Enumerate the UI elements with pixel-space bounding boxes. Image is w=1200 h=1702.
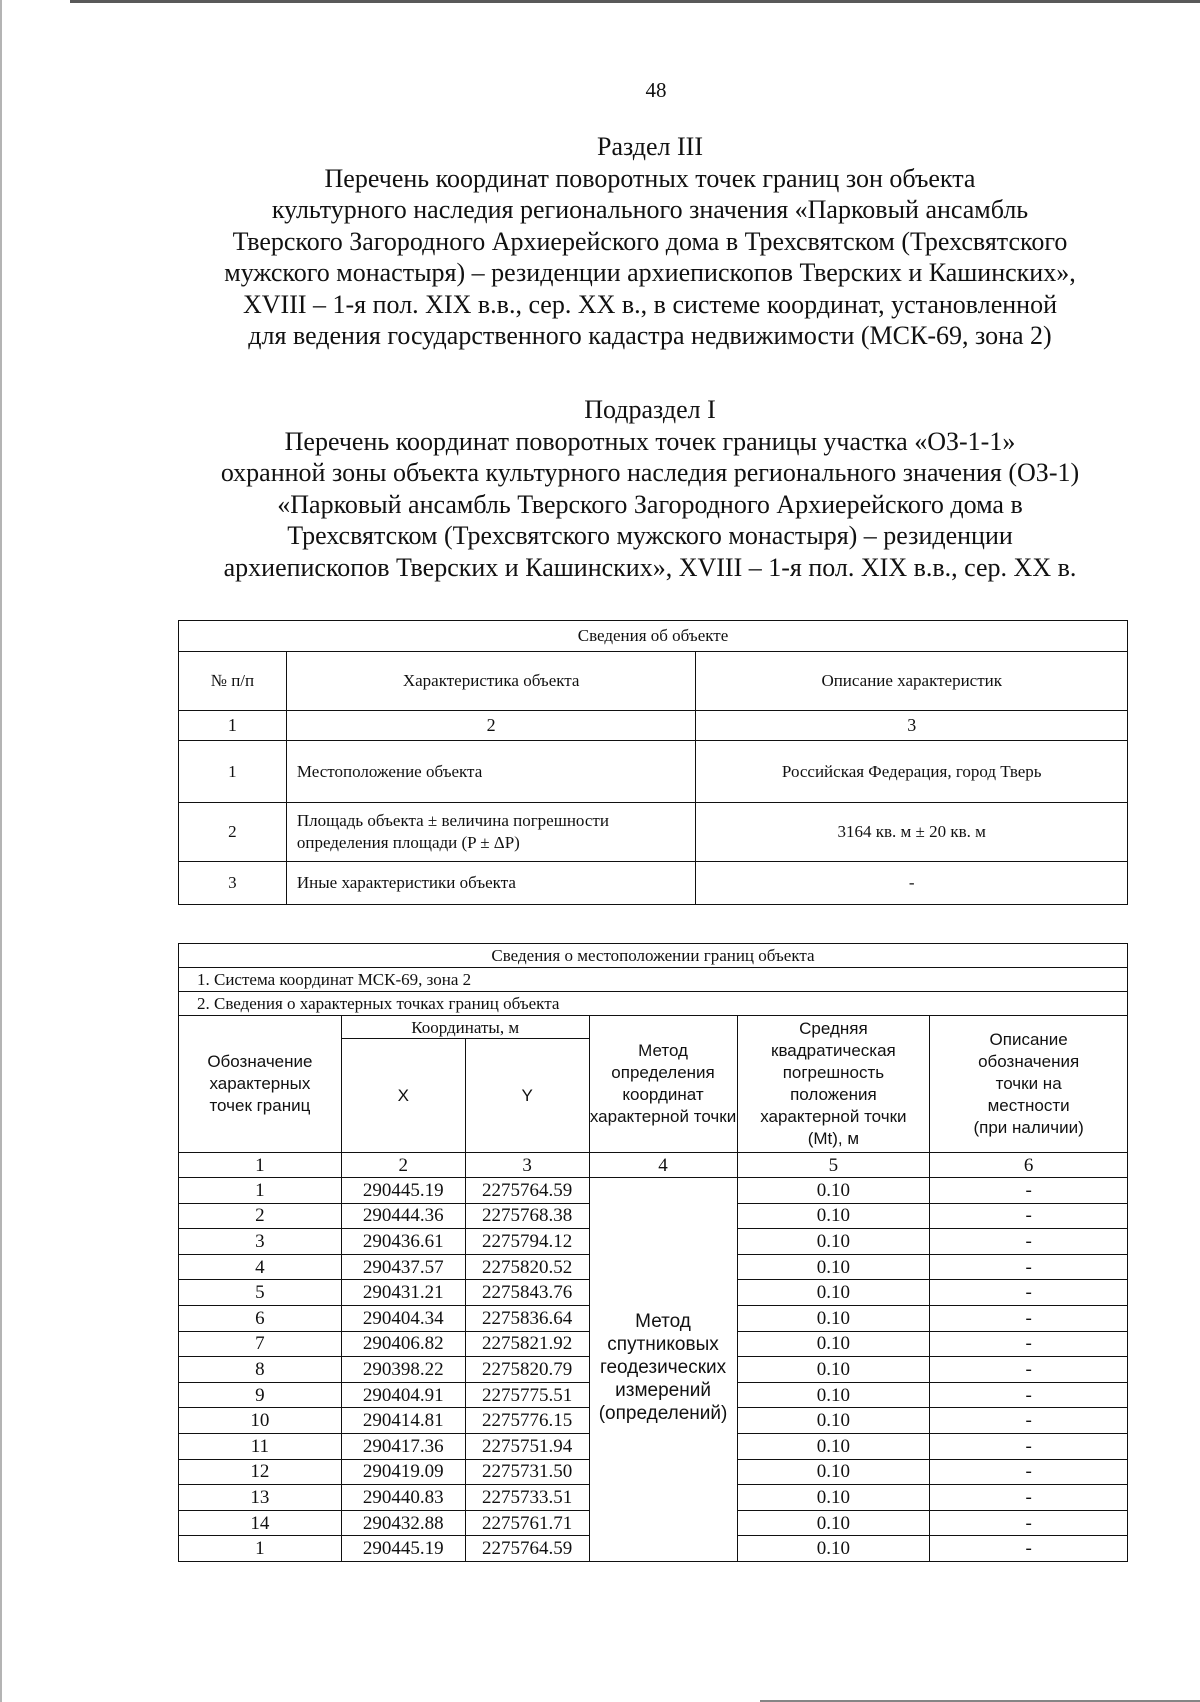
coord-y: 2275751.94: [465, 1433, 589, 1459]
method-line: спутниковых: [607, 1334, 719, 1355]
point-id: 13: [179, 1485, 342, 1511]
point-id: 5: [179, 1280, 342, 1306]
coord-x: 290406.82: [341, 1331, 465, 1357]
method-line: геодезических: [599, 1357, 727, 1378]
method-line: Метод: [635, 1311, 691, 1332]
coord-x: 290431.21: [341, 1280, 465, 1306]
column-number: 5: [737, 1153, 930, 1178]
characteristic-line: Площадь объекта ± величина погрешности: [296, 811, 609, 830]
point-description: -: [930, 1229, 1128, 1255]
coord-y: 2275820.79: [465, 1357, 589, 1383]
point-description: -: [930, 1408, 1128, 1434]
subsection-title-line: «Парковый ансамбль Тверского Загородного Архиерейского дома в: [277, 489, 1023, 519]
subsection-title-line: Перечень координат поворотных точек границы участка «ОЗ-1-1»: [284, 426, 1016, 456]
mean-error: 0.10: [737, 1408, 930, 1434]
point-id: 14: [179, 1510, 342, 1536]
section-title-line: Перечень координат поворотных точек границ зон объекта: [324, 163, 976, 193]
point-description: -: [930, 1459, 1128, 1485]
coord-y: 2275820.52: [465, 1254, 589, 1280]
coord-x: 290440.83: [341, 1485, 465, 1511]
coord-y: 2275776.15: [465, 1408, 589, 1434]
boundary-coordinates-table: [178, 943, 1128, 1562]
column-number: 3: [465, 1153, 589, 1178]
coord-y: 2275764.59: [465, 1536, 589, 1562]
point-description: -: [930, 1382, 1128, 1408]
point-id: 2: [179, 1203, 342, 1229]
table-row: [179, 803, 1128, 862]
subsection-title-line: архиепископов Тверских и Кашинских», XVIII – 1-я пол. XIX в.в., сер. XX в.: [223, 552, 1077, 582]
header-point-description: [930, 1016, 1128, 1153]
table-row: [179, 741, 1128, 803]
point-id: 1: [179, 1178, 342, 1204]
mean-error: 0.10: [737, 1382, 930, 1408]
point-description: -: [930, 1485, 1128, 1511]
point-id: 6: [179, 1305, 342, 1331]
coord-y: 2275843.76: [465, 1280, 589, 1306]
row-number: 3: [179, 862, 287, 905]
point-description: -: [930, 1280, 1128, 1306]
coord-x: 290432.88: [341, 1510, 465, 1536]
coord-x: 290445.19: [341, 1536, 465, 1562]
coord-y: 2275794.12: [465, 1229, 589, 1255]
scan-edge-top: [70, 0, 1200, 3]
mean-error: 0.10: [737, 1357, 930, 1383]
point-description: -: [930, 1331, 1128, 1357]
row-number: 2: [179, 803, 287, 862]
mean-error: 0.10: [737, 1536, 930, 1562]
coord-y: 2275764.59: [465, 1178, 589, 1204]
subsection-heading: [170, 394, 1130, 583]
section-label: Раздел III: [596, 132, 704, 161]
mean-error: 0.10: [737, 1459, 930, 1485]
point-id: 7: [179, 1331, 342, 1357]
characteristic: Иные характеристики объекта: [286, 862, 696, 905]
coord-x: 290414.81: [341, 1408, 465, 1434]
coord-y: 2275731.50: [465, 1459, 589, 1485]
characteristic: [286, 803, 696, 862]
coord-y: 2275768.38: [465, 1203, 589, 1229]
mean-error: 0.10: [737, 1178, 930, 1204]
header-line: определения: [611, 1063, 715, 1082]
point-id: 12: [179, 1459, 342, 1485]
section-title-line: XVIII – 1-я пол. XIX в.в., сер. XX в., в системе координат, установленной: [242, 289, 1057, 319]
description: 3164 кв. м ± 20 кв. м: [696, 803, 1128, 862]
point-description: -: [930, 1178, 1128, 1204]
column-number: 6: [930, 1153, 1128, 1178]
section-title-line: культурного наследия регионального значения «Парковый ансамбль: [271, 195, 1029, 224]
header-line: характерной точки: [589, 1107, 737, 1126]
coord-x: 290436.61: [341, 1229, 465, 1255]
mean-error: 0.10: [737, 1305, 930, 1331]
header-line: квадратическая: [771, 1041, 896, 1060]
method-line: (определений): [598, 1403, 728, 1424]
header-line: точки на: [995, 1074, 1062, 1093]
point-description: -: [930, 1536, 1128, 1562]
coord-y: 2275775.51: [465, 1382, 589, 1408]
mean-error: 0.10: [737, 1203, 930, 1229]
mean-error: 0.10: [737, 1433, 930, 1459]
header-point-designation: [179, 1016, 342, 1153]
mean-error: 0.10: [737, 1331, 930, 1357]
header-line: координат: [622, 1085, 704, 1104]
point-description: -: [930, 1203, 1128, 1229]
subsection-title-line: Трехсвятском (Трехсвятского мужского монастыря) – резиденции: [287, 521, 1013, 550]
header-line: (Mt), м: [807, 1129, 860, 1148]
section-heading: [170, 131, 1130, 352]
header-line: Обозначение: [207, 1052, 313, 1071]
column-header: Характеристика объекта: [286, 652, 696, 711]
column-header: № п/п: [179, 652, 287, 711]
coord-y: 2275761.71: [465, 1510, 589, 1536]
object-info-table: [178, 620, 1128, 905]
coord-x: 290419.09: [341, 1459, 465, 1485]
description: -: [696, 862, 1128, 905]
header-line: местности: [987, 1096, 1070, 1115]
column-number: 1: [179, 711, 287, 741]
header-y: Y: [465, 1039, 589, 1153]
coord-x: 290398.22: [341, 1357, 465, 1383]
characteristic: Местоположение объекта: [286, 741, 696, 803]
header-line: Метод: [638, 1041, 688, 1060]
object-table-title: Сведения об объекте: [179, 621, 1128, 652]
scan-edge-left: [0, 0, 2, 1702]
method-line: измерений: [615, 1380, 711, 1401]
header-line: (при наличии): [973, 1118, 1084, 1137]
header-line: обозначения: [978, 1052, 1080, 1071]
point-id: 9: [179, 1382, 342, 1408]
column-number: 1: [179, 1153, 342, 1178]
characteristic-line: определения площади (P ± ΔP): [296, 833, 520, 852]
header-line: точек границ: [209, 1096, 311, 1115]
subsection-label: Подраздел I: [584, 395, 716, 424]
header-line: Средняя: [799, 1019, 868, 1038]
column-number: 2: [286, 711, 696, 741]
point-description: -: [930, 1510, 1128, 1536]
point-id: 4: [179, 1254, 342, 1280]
column-number: 4: [589, 1153, 737, 1178]
header-mean-error: [737, 1016, 930, 1153]
coord-y: 2275836.64: [465, 1305, 589, 1331]
row-number: 1: [179, 741, 287, 803]
header-line: положения: [790, 1085, 877, 1104]
coord-y: 2275821.92: [465, 1331, 589, 1357]
coord-x: 290404.34: [341, 1305, 465, 1331]
coord-x: 290404.91: [341, 1382, 465, 1408]
mean-error: 0.10: [737, 1510, 930, 1536]
column-header: Описание характеристик: [696, 652, 1128, 711]
header-line: характерной точки: [760, 1107, 907, 1126]
coordinate-system: 1. Система координат МСК-69, зона 2: [179, 968, 1128, 992]
column-number: 2: [341, 1153, 465, 1178]
coords-table-title: Сведения о местоположении границ объекта: [179, 944, 1128, 968]
point-id: 8: [179, 1357, 342, 1383]
coord-x: 290445.19: [341, 1178, 465, 1204]
page-number: 48: [645, 78, 667, 102]
header-x: X: [341, 1039, 465, 1153]
point-description: -: [930, 1254, 1128, 1280]
coord-x: 290417.36: [341, 1433, 465, 1459]
coord-x: 290437.57: [341, 1254, 465, 1280]
subsection-title-line: охранной зоны объекта культурного наследия регионального значения (ОЗ-1): [220, 458, 1080, 487]
coord-x: 290444.36: [341, 1203, 465, 1229]
point-id: 3: [179, 1229, 342, 1255]
point-id: 11: [179, 1433, 342, 1459]
header-line: погрешность: [782, 1063, 885, 1082]
section-title-line: Тверского Загородного Архиерейского дома в Трехсвятском (Трехсвятского: [232, 226, 1068, 256]
point-description: -: [930, 1357, 1128, 1383]
column-number: 3: [696, 711, 1128, 741]
table-row: [179, 862, 1128, 905]
section-title-line: для ведения государственного кадастра недвижимости (МСК-69, зона 2): [248, 321, 1052, 350]
table-row: [179, 1178, 1128, 1204]
points-info-heading: 2. Сведения о характерных точках границ объекта: [179, 992, 1128, 1016]
mean-error: 0.10: [737, 1280, 930, 1306]
method-cell: [589, 1178, 737, 1562]
point-description: -: [930, 1433, 1128, 1459]
description: Российская Федерация, город Тверь: [696, 741, 1128, 803]
header-line: Описание: [989, 1030, 1068, 1049]
point-description: -: [930, 1305, 1128, 1331]
coord-y: 2275733.51: [465, 1485, 589, 1511]
mean-error: 0.10: [737, 1229, 930, 1255]
point-id: 10: [179, 1408, 342, 1434]
point-id: 1: [179, 1536, 342, 1562]
section-title-line: мужского монастыря) – резиденции архиепископов Тверских и Кашинских»,: [224, 258, 1076, 287]
header-method: [589, 1016, 737, 1153]
header-coordinates: Координаты, м: [341, 1016, 589, 1039]
mean-error: 0.10: [737, 1485, 930, 1511]
mean-error: 0.10: [737, 1254, 930, 1280]
header-line: характерных: [209, 1074, 311, 1093]
